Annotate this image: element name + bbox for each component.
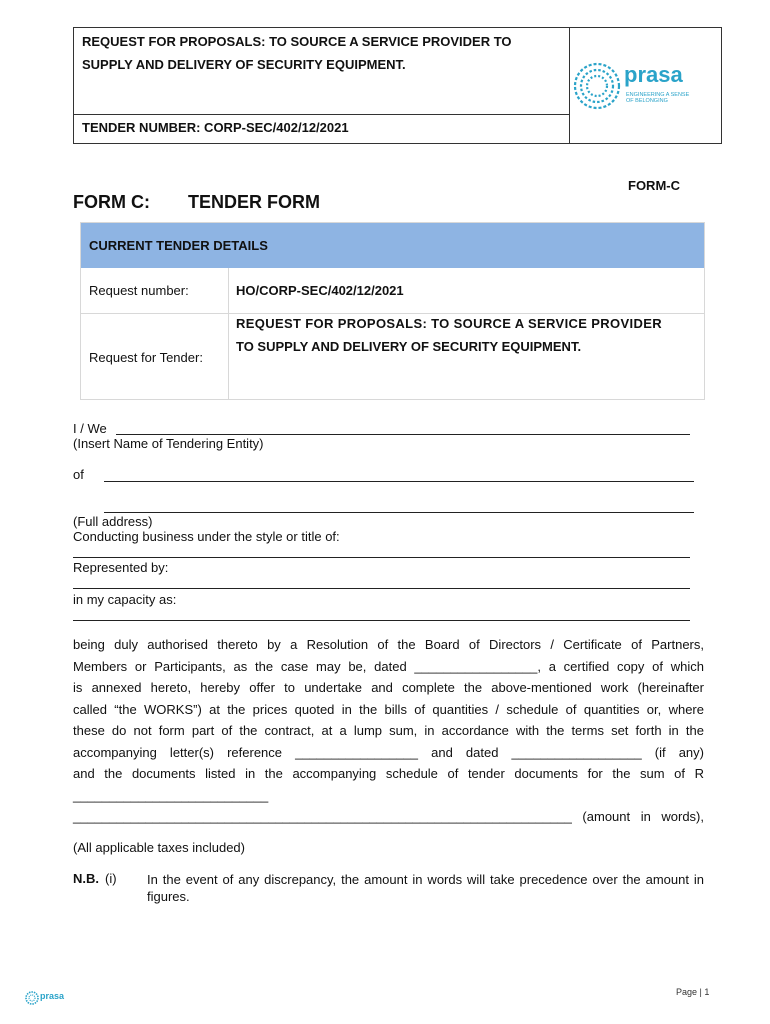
request-number-label: Request number: — [89, 283, 189, 298]
of-label: of — [73, 467, 84, 482]
footer-logo — [25, 988, 70, 1008]
body-line: and the documents listed in the accompanying schedule of tender documents for the sum of R — [73, 766, 704, 781]
form-title: FORM C: — [73, 192, 150, 212]
request-number-value: HO/CORP-SEC/402/12/2021 — [236, 283, 404, 298]
capacity-label: in my capacity as: — [73, 592, 177, 607]
nb-item-number: (i) — [105, 871, 117, 886]
body-line: these do not form part of the contract, at a lump sum, in accordance with the terms set forth in the — [73, 723, 704, 738]
header-title-cell — [74, 28, 570, 143]
business-style-line[interactable] — [73, 557, 690, 558]
request-tender-value-1: REQUEST FOR PROPOSALS: TO SOURCE A SERVICE PROVIDER — [236, 316, 662, 331]
request-tender-value-2: TO SUPPLY AND DELIVERY OF SECURITY EQUIPMENT. — [236, 339, 582, 354]
prasa-sunburst-icon — [572, 58, 622, 114]
body-line: being duly authorised thereto by a Resolution of the Board of Directors / Certificate of Partners, — [73, 637, 704, 652]
conducting-label: Conducting business under the style or title of: — [73, 529, 340, 544]
body-line: called “the WORKS”) at the prices quoted in the bills of quantities / schedule of quantities or, where — [73, 701, 704, 717]
footer-wordmark: prasa — [40, 991, 65, 1001]
full-address-hint: (Full address) — [73, 514, 153, 529]
amount-figures-line[interactable]: ___________________________ — [73, 787, 269, 803]
amount-words-line[interactable]: _____________________________________________________________________ (amount in words), — [73, 809, 704, 824]
header-box — [73, 27, 722, 144]
body-line: is annexed hereto, hereby offer to undertake and complete the above-mentioned work (hereinafter — [73, 680, 704, 695]
request-number-row — [81, 268, 704, 314]
represented-label: Represented by: — [73, 560, 169, 575]
details-heading: CURRENT TENDER DETAILS — [89, 238, 268, 253]
nb-label — [73, 871, 117, 886]
tender-details-table — [80, 222, 705, 400]
body-line: Members or Participants, as the case may be, dated _________________, a certified copy of which — [73, 658, 704, 674]
address-line-1[interactable] — [104, 481, 694, 482]
page-number: Page | 1 — [676, 987, 710, 997]
representative-line[interactable] — [73, 588, 690, 589]
details-heading-row — [81, 223, 704, 268]
insert-name-hint: (Insert Name of Tendering Entity) — [73, 436, 264, 451]
capacity-line[interactable] — [73, 620, 690, 621]
document-title — [82, 30, 567, 76]
request-tender-label: Request for Tender: — [89, 350, 203, 365]
form-tag: FORM-C — [628, 178, 680, 193]
logo-wordmark: prasa — [624, 62, 683, 87]
logo-tagline: ENGINEERING A SENSE OF BELONGING — [626, 92, 690, 104]
prasa-logo — [572, 58, 720, 118]
address-line-2[interactable] — [104, 512, 694, 513]
request-tender-row — [81, 313, 704, 399]
nb-heading: N.B. — [73, 871, 99, 886]
tender-offer-paragraph — [73, 634, 704, 828]
footer-sunburst-icon — [25, 990, 39, 1006]
i-we-label: I / We — [73, 421, 107, 436]
title-line-1: REQUEST FOR PROPOSALS: TO SOURCE A SERVICE PROVIDER TO — [82, 34, 512, 49]
taxes-note: (All applicable taxes included) — [73, 840, 245, 855]
form-subtitle: TENDER FORM — [188, 192, 320, 212]
body-line: accompanying letter(s) reference _________________ and dated __________________ (if any) — [73, 744, 704, 760]
title-line-2: SUPPLY AND DELIVERY OF SECURITY EQUIPMENT. — [82, 57, 406, 72]
tendering-entity-line[interactable] — [116, 434, 690, 435]
column-divider — [228, 268, 229, 399]
nb-text: In the event of any discrepancy, the amount in words will take precedence over the amount in figures. — [147, 872, 704, 904]
tender-number: TENDER NUMBER: CORP-SEC/402/12/2021 — [74, 114, 569, 143]
